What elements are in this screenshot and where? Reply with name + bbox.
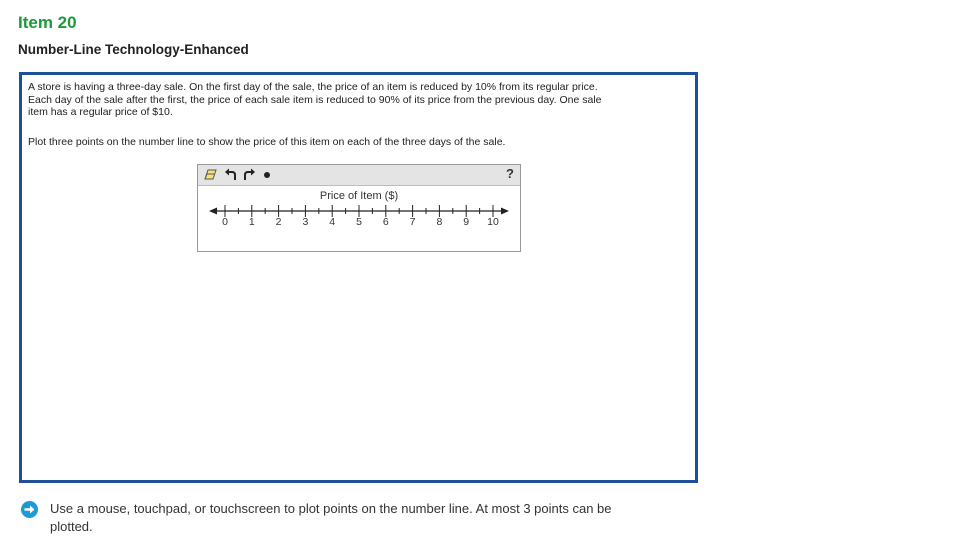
- item-frame: [19, 72, 698, 483]
- prompt-paragraph-2: Plot three points on the number line to show the price of this item on each of the three days of the sale.: [28, 136, 506, 148]
- number-line-widget: [197, 164, 521, 252]
- tick-label: 10: [487, 216, 499, 228]
- right-arrow-icon: [501, 208, 509, 215]
- redo-icon[interactable]: [241, 167, 257, 183]
- instruction-line: Use a mouse, touchpad, or touchscreen to plot points on the number line. At most 3 points can be: [50, 501, 612, 516]
- instruction-line: plotted.: [50, 519, 93, 534]
- undo-icon[interactable]: [223, 167, 239, 183]
- arrow-right-circle-icon: [21, 501, 38, 518]
- item-subtitle: Number-Line Technology-Enhanced: [18, 42, 249, 57]
- prompt-line: item has a regular price of $10.: [28, 106, 173, 118]
- tick-label: 5: [356, 216, 362, 228]
- point-tool-icon[interactable]: [260, 167, 274, 183]
- help-button[interactable]: ?: [506, 166, 514, 181]
- instruction: [21, 500, 701, 536]
- tick-label: 9: [463, 216, 470, 228]
- tick-label: 1: [248, 216, 255, 228]
- prompt-paragraph-1: [28, 81, 688, 119]
- tick-label: 3: [302, 216, 309, 228]
- tick-label: 0: [222, 216, 228, 228]
- left-arrow-icon: [209, 208, 217, 215]
- tick-label: 6: [382, 216, 389, 228]
- tick-label: 2: [275, 216, 282, 228]
- number-line-title: Price of Item ($): [319, 190, 399, 202]
- widget-toolbar: [198, 165, 520, 186]
- prompt-line: Each day of the sale after the first, the price of each sale item is reduced to 90% of its price from the previous day. One sale: [28, 93, 602, 106]
- item-title: Item 20: [18, 13, 77, 32]
- number-line[interactable]: [198, 203, 520, 249]
- tick-label: 7: [409, 216, 416, 228]
- tick-label: 4: [329, 216, 336, 228]
- tick-label: 8: [436, 216, 443, 228]
- eraser-icon[interactable]: [201, 167, 221, 183]
- prompt-line: A store is having a three-day sale. On the first day of the sale, the price of an item is reduced by 10% from its regular price.: [28, 81, 598, 93]
- instruction-text: [50, 500, 612, 536]
